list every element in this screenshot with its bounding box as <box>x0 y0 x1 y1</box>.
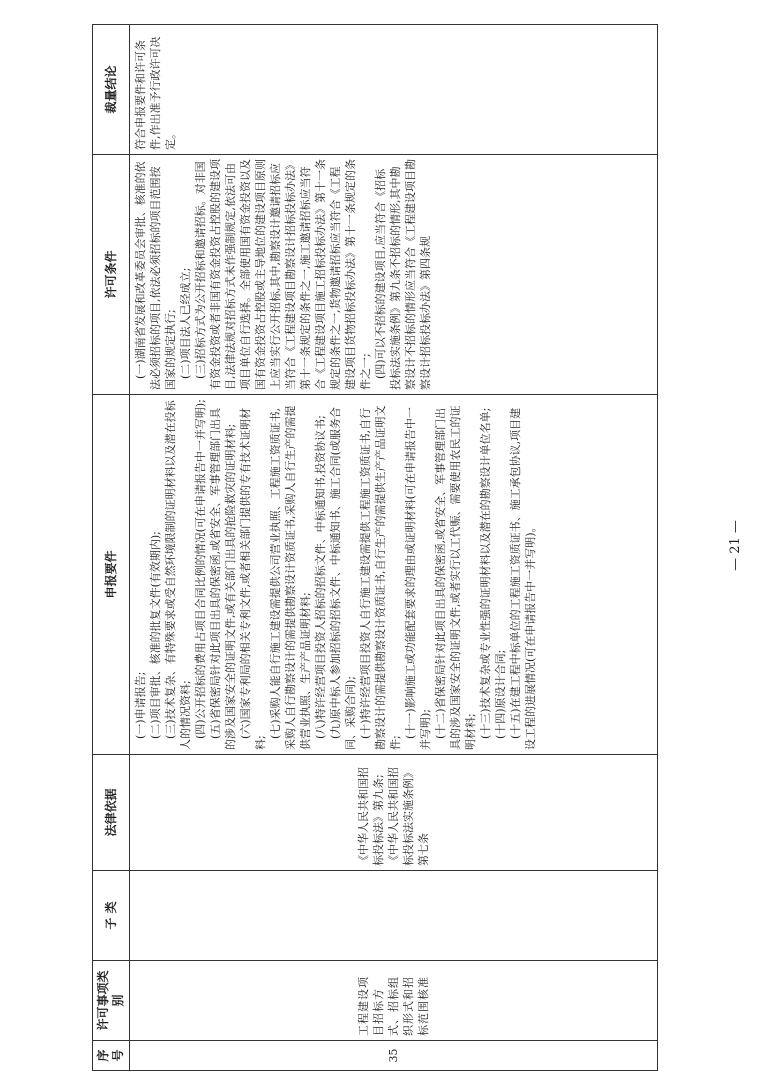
header-conditions: 许可条件 <box>93 155 130 395</box>
material-item: (十四)原设计合同; <box>494 649 507 739</box>
row-index: 35 <box>130 1041 658 1071</box>
material-item: (八)特许经营项目投资人招标的招标文件、中标通知书,投资协议书; <box>314 415 327 739</box>
material-item: (十)特许经营项目投资人自行施工建设需提供工程施工资质证书,自行勘察设计的需提供勘察设计资质证书,自行生产的需提供生产产品证明文件; <box>359 405 402 750</box>
permit-table <box>92 24 658 1071</box>
material-item: (十五)在建工程中标单位的工程施工资质证书、施工承包协议,项目建设工程的进展情况(可在申请报告中一并写明)。 <box>509 407 537 750</box>
table-row <box>130 25 658 1071</box>
header-category: 许可事项类别 <box>93 961 130 1041</box>
row-materials <box>130 395 658 755</box>
material-item: (九)原中标人参加招标的招标文件、中标通知书、施工合同(或服务合同、采购合同); <box>329 407 357 750</box>
row-decision: 符合申报要件和许可条件,作出准予行政许可决定。 <box>130 25 658 155</box>
material-item: (七)采购人能自行施工建设需提供公司营业执照、工程施工资质证书,采购人自行勘察设计的需提供勘察设计资质证书,采购人自行生产的需提供营业执照、生产产品证明材料; <box>269 405 312 750</box>
material-item: (十一)影响施工或功能配套要求的理由或证明材料(可在申请报告中一并写明); <box>404 407 432 750</box>
header-index: 序号 <box>93 1041 130 1071</box>
material-item: (二)项目审批、核准的批复文件(有效期内); <box>149 531 162 739</box>
material-item: (三)技术复杂、有特殊要求或受自然环境限制的证明材料以及潜在投标人的情况资料; <box>164 400 192 750</box>
material-item: (五)省保密局针对此项目出具的保密函,或省安全、军事管理部门出具的涉及国家安全的证明文件,或有关部门出具的抢险救灾的证明材料; <box>209 407 237 750</box>
row-subcategory <box>130 871 658 961</box>
row-legal-basis: 《中华人民共和国招标投标法》第九条;《中华人民共和国招标投标法实施条例》第七条 <box>130 755 658 871</box>
header-legal-basis: 法律依据 <box>93 755 130 871</box>
row-conditions <box>130 155 658 395</box>
material-item: (四)公开招标的费用占项目合同比例的情况(可在申请报告中一并写明); <box>194 399 207 739</box>
row-category: 工程建设项目招标方式、招标组织形式和招标范围核准 <box>130 961 658 1041</box>
table-header-row <box>93 25 130 1071</box>
material-item: (十三)技术复杂或专业性强的证明材料以及潜在的勘察设计单位名单; <box>479 407 492 739</box>
material-item: (一)申请报告; <box>134 671 147 739</box>
header-materials: 申报要件 <box>93 395 130 755</box>
material-item: (六)国家专利局的相关专利文件,或者相关部门提供的专有技术证明材料; <box>239 407 267 750</box>
header-subcategory: 子 类 <box>93 871 130 961</box>
condition-item: (四)可以不招标的建设项目,应当符合《招标投标法实施条例》第九条不招标的情形,其中勘察设计不招标的情形应当符合《工程建设项目勘察设计招标投标办法》第四条规 <box>374 159 432 390</box>
condition-item: (二)项目法人已经成立; <box>179 267 192 379</box>
header-decision: 裁量结论 <box>93 25 130 155</box>
material-item: (十二)省保密局针对此项目出具的保密函,或省安全、军事管理部门出具的涉及国家安全的证明文件,或者实行以工代赈、需要使用农民工的证明材料; <box>434 405 477 750</box>
condition-item: (三)招标方式为公开招标和邀请招标。对非国有资金投资或者非国有资金投资占控股的建设项目,法律法规对招标方式未作强制规定,依法可由项目单位自行选择。全部使用国有资金投资以及国有资金投资占控股或主导地位的建设项目原则上应当实行公开招标,其中,勘察设计邀请招标应当符合《工程建设项目勘察设计招标投标办法》第十一条规定的条件之一,施工邀请招标应当符合《工程建设项目施工招标投标办法》第十一条规定的条件之一,货物邀请招标应当符合《工程建设项目货物招标投标办法》第十一条规定的条件之一; <box>194 159 372 390</box>
condition-item: (一)湖南省发展和改革委员会审批、核准的依法必须招标的项目,依法必须招标的项目范围按国家的规定执行; <box>134 161 177 390</box>
page-number: — 21 — <box>728 520 743 571</box>
